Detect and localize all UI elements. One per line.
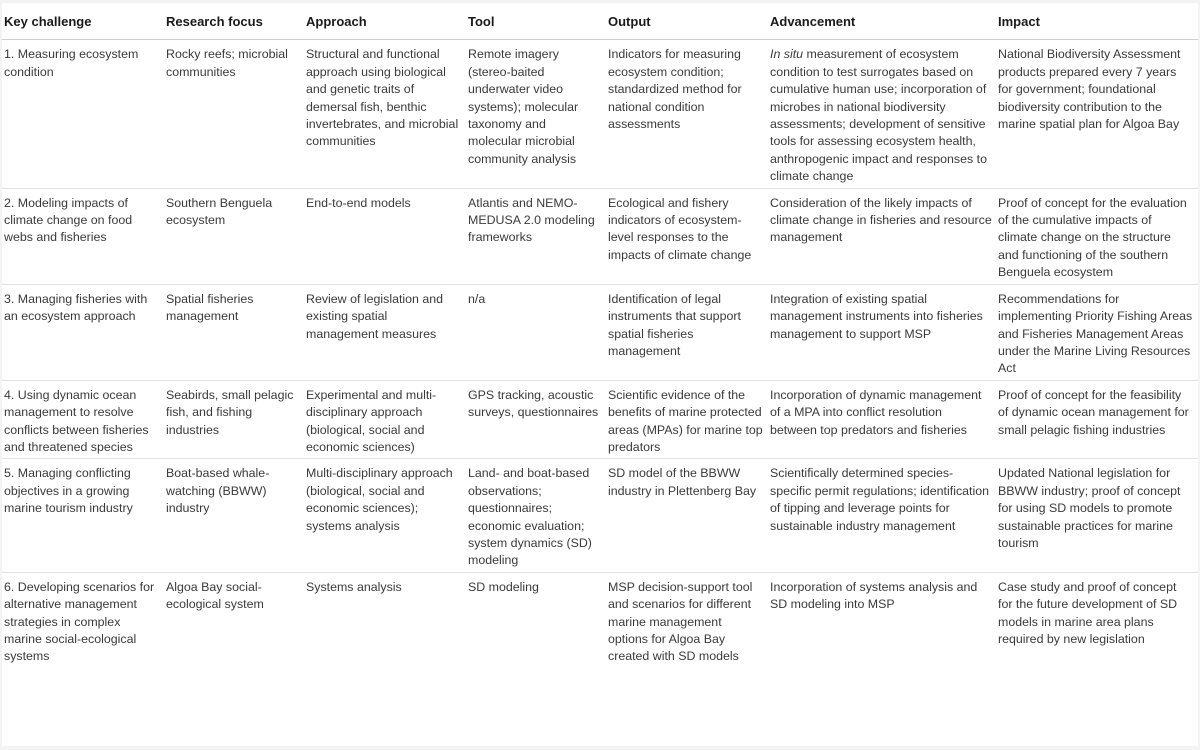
cell-advancement: Incorporation of dynamic management of a MPA into conflict resolution between top predators and fisheries <box>768 380 996 459</box>
cell-impact: Proof of concept for the feasibility of dynamic ocean management for small pelagic fishing industries <box>996 380 1198 459</box>
header-approach: Approach <box>304 3 466 40</box>
cell-impact: Proof of concept for the evaluation of the cumulative impacts of climate change on the structure and functioning of the southern Benguela ecosystem <box>996 188 1198 284</box>
cell-research-focus: Rocky reefs; microbial communities <box>164 40 304 188</box>
cell-output: Identification of legal instruments that support spatial fisheries management <box>606 284 768 380</box>
table-row <box>2 459 1198 572</box>
cell-tool: SD modeling <box>468 579 539 594</box>
cell-impact: Updated National legislation for BBWW industry; proof of concept for using SD models to promote sustainable practices for marine tourism <box>996 459 1198 572</box>
cell-output: Ecological and fishery indicators of ecosystem-level responses to the impacts of climate change <box>606 188 768 284</box>
cell-advancement <box>768 40 996 188</box>
header-tool: Tool <box>466 3 606 40</box>
cell-approach: Review of legislation and existing spatial management measures <box>304 284 466 380</box>
cell-research-focus: Boat-based whale-watching (BBWW) industry <box>164 459 304 572</box>
table-row <box>2 284 1198 380</box>
table-row <box>2 40 1198 188</box>
cell-advancement-text: measurement of ecosystem condition to test surrogates based on cumulative human use; incorporation of microbes in national biodiversity assessments; development of sensitive tools for assessing ecosystem health, anthropogenic impact and responses to climate change <box>770 47 987 184</box>
cell-tool: Land- and boat-based observations; questionnaires; economic evaluation; system dynamics (SD) modeling <box>466 459 606 572</box>
cell-approach: Systems analysis <box>306 579 402 594</box>
table-row <box>2 380 1198 459</box>
cell-research-focus: Spatial fisheries management <box>164 284 304 380</box>
cell-advancement: Consideration of the likely impacts of climate change in fisheries and resource management <box>768 188 996 284</box>
table-row <box>2 188 1198 284</box>
cell-tool: GPS tracking, acoustic surveys, questionnaires <box>466 380 606 459</box>
cell-approach: End-to-end models <box>304 188 466 284</box>
cell-approach: Multi-disciplinary approach (biological, social and economic sciences); systems analysis <box>304 459 466 572</box>
header-key-challenge: Key challenge <box>2 3 164 40</box>
research-table <box>2 3 1198 668</box>
cell-advancement: Incorporation of systems analysis and SD modeling into MSP <box>770 579 978 612</box>
cell-approach: Experimental and multi-disciplinary approach (biological, social and economic sciences) <box>304 380 466 459</box>
cell-tool: Atlantis and NEMO-MEDUSA 2.0 modeling frameworks <box>466 188 606 284</box>
cell-key-challenge: 4. Using dynamic ocean management to resolve conflicts between fisheries and threatened species <box>2 380 164 459</box>
cell-key-challenge: 6. Developing scenarios for alternative management strategies in complex marine social-ecological systems <box>4 579 155 664</box>
cell-research-focus: Algoa Bay social-ecological system <box>166 579 264 612</box>
table-panel <box>2 3 1198 746</box>
cell-impact: Recommendations for implementing Priority Fishing Areas and Fisheries Management Areas under the Marine Living Resources Act <box>996 284 1198 380</box>
header-output: Output <box>606 3 768 40</box>
italic-term: In situ <box>770 47 804 62</box>
cell-output: Indicators for measuring ecosystem condition; standardized method for national condition assessments <box>606 40 768 188</box>
cell-approach: Structural and functional approach using biological and genetic traits of demersal fish, benthic invertebrates, and microbial communities <box>304 40 466 188</box>
header-advancement: Advancement <box>768 3 996 40</box>
header-row <box>2 3 1198 40</box>
header-research-focus: Research focus <box>164 3 304 40</box>
cell-output: MSP decision-support tool and scenarios for different marine management options for Algoa Bay created with SD models <box>608 579 753 664</box>
cell-tool: Remote imagery (stereo-baited underwater video systems); molecular taxonomy and molecular microbial community analysis <box>466 40 606 188</box>
cell-key-challenge: 2. Modeling impacts of climate change on food webs and fisheries <box>2 188 164 284</box>
header-impact: Impact <box>996 3 1198 40</box>
cell-output: Scientific evidence of the benefits of marine protected areas (MPAs) for marine top predators <box>606 380 768 459</box>
cell-advancement: Scientifically determined species-specific permit regulations; identification of tipping and leverage points for sustainable industry management <box>768 459 996 572</box>
cell-impact: Case study and proof of concept for the future development of SD models in marine area plans required by new legislation <box>998 579 1178 646</box>
cell-impact: National Biodiversity Assessment products prepared every 7 years for government; foundational biodiversity contribution to the marine spatial plan for Algoa Bay <box>996 40 1198 188</box>
cell-advancement: Integration of existing spatial management instruments into fisheries management to support MSP <box>768 284 996 380</box>
cell-research-focus: Seabirds, small pelagic fish, and fishing industries <box>164 380 304 459</box>
cell-key-challenge: 3. Managing fisheries with an ecosystem approach <box>2 284 164 380</box>
cell-research-focus: Southern Benguela ecosystem <box>164 188 304 284</box>
cell-output: SD model of the BBWW industry in Plettenberg Bay <box>606 459 768 572</box>
cell-key-challenge: 1. Measuring ecosystem condition <box>2 40 164 188</box>
table-row <box>2 572 1198 668</box>
cell-tool: n/a <box>466 284 606 380</box>
cell-key-challenge: 5. Managing conflicting objectives in a growing marine tourism industry <box>2 459 164 572</box>
